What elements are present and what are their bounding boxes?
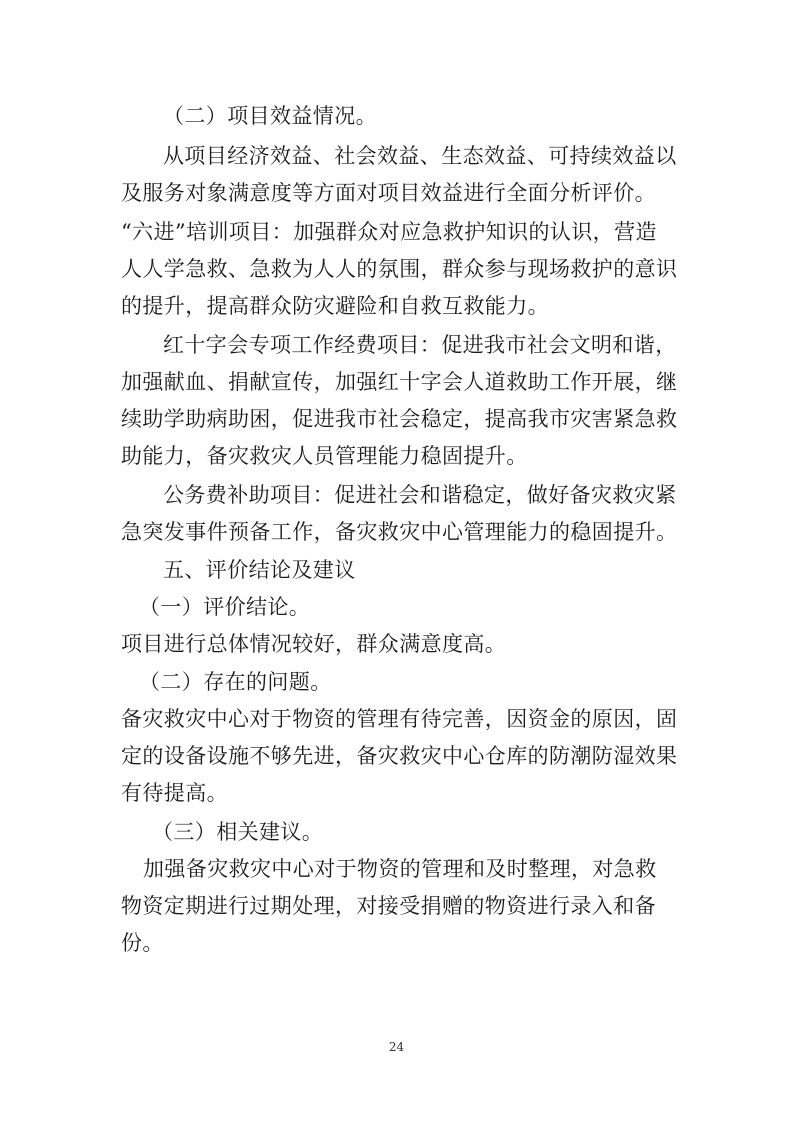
problems-heading: （二）存在的问题。	[139, 670, 332, 694]
suggestions-line-1: 加强备灾救灾中心对于物资的管理和及时整理，对急救	[143, 857, 657, 881]
benefit-intro-line-1: 从项目经济效益、社会效益、生态效益、可持续效益以	[163, 144, 677, 168]
page-number: 24	[388, 1040, 405, 1054]
training-line-3: 的提升，提高群众防灾避险和自救互救能力。	[121, 294, 549, 318]
suggestions-heading: （三）相关建议。	[152, 820, 324, 844]
problems-line-1: 备灾救灾中心对于物资的管理有待完善，因资金的原因，固	[121, 707, 678, 731]
public-line-2: 急突发事件预备工作，备灾救灾中心管理能力的稳固提升。	[121, 520, 678, 544]
redcross-line-2: 加强献血、捐献宣传，加强红十字会人道救助工作开展，继	[121, 370, 678, 394]
section-benefit-heading: （二）项目效益情况。	[163, 104, 377, 128]
suggestions-line-2: 物资定期进行过期处理，对接受捐赠的物资进行录入和备	[121, 894, 656, 918]
conclusion-text: 项目进行总体情况较好，群众满意度高。	[121, 632, 507, 656]
redcross-line-3: 续助学助病助困，促进我市社会稳定，提高我市灾害紧急救	[121, 407, 678, 431]
problems-line-2: 定的设备设施不够先进，备灾救灾中心仓库的防潮防湿效果	[121, 744, 678, 768]
training-line-1: “六进”培训项目：加强群众对应急救护知识的认识，营造	[121, 220, 657, 244]
conclusion-heading: （一）评价结论。	[139, 595, 311, 619]
suggestions-line-3: 份。	[121, 931, 164, 955]
redcross-line-4: 助能力，备灾救灾人员管理能力稳固提升。	[121, 444, 528, 468]
public-line-1: 公务费补助项目：促进社会和谐稳定，做好备灾救灾紧	[163, 483, 677, 507]
section-five-heading: 五、评价结论及建议	[163, 558, 356, 582]
redcross-line-1: 红十字会专项工作经费项目：促进我市社会文明和谐，	[163, 333, 677, 357]
training-line-2: 人人学急救、急救为人人的氛围，群众参与现场救护的意识	[121, 257, 678, 281]
benefit-intro-line-2: 及服务对象满意度等方面对项目效益进行全面分析评价。	[121, 181, 656, 205]
problems-line-3: 有待提高。	[121, 781, 228, 805]
